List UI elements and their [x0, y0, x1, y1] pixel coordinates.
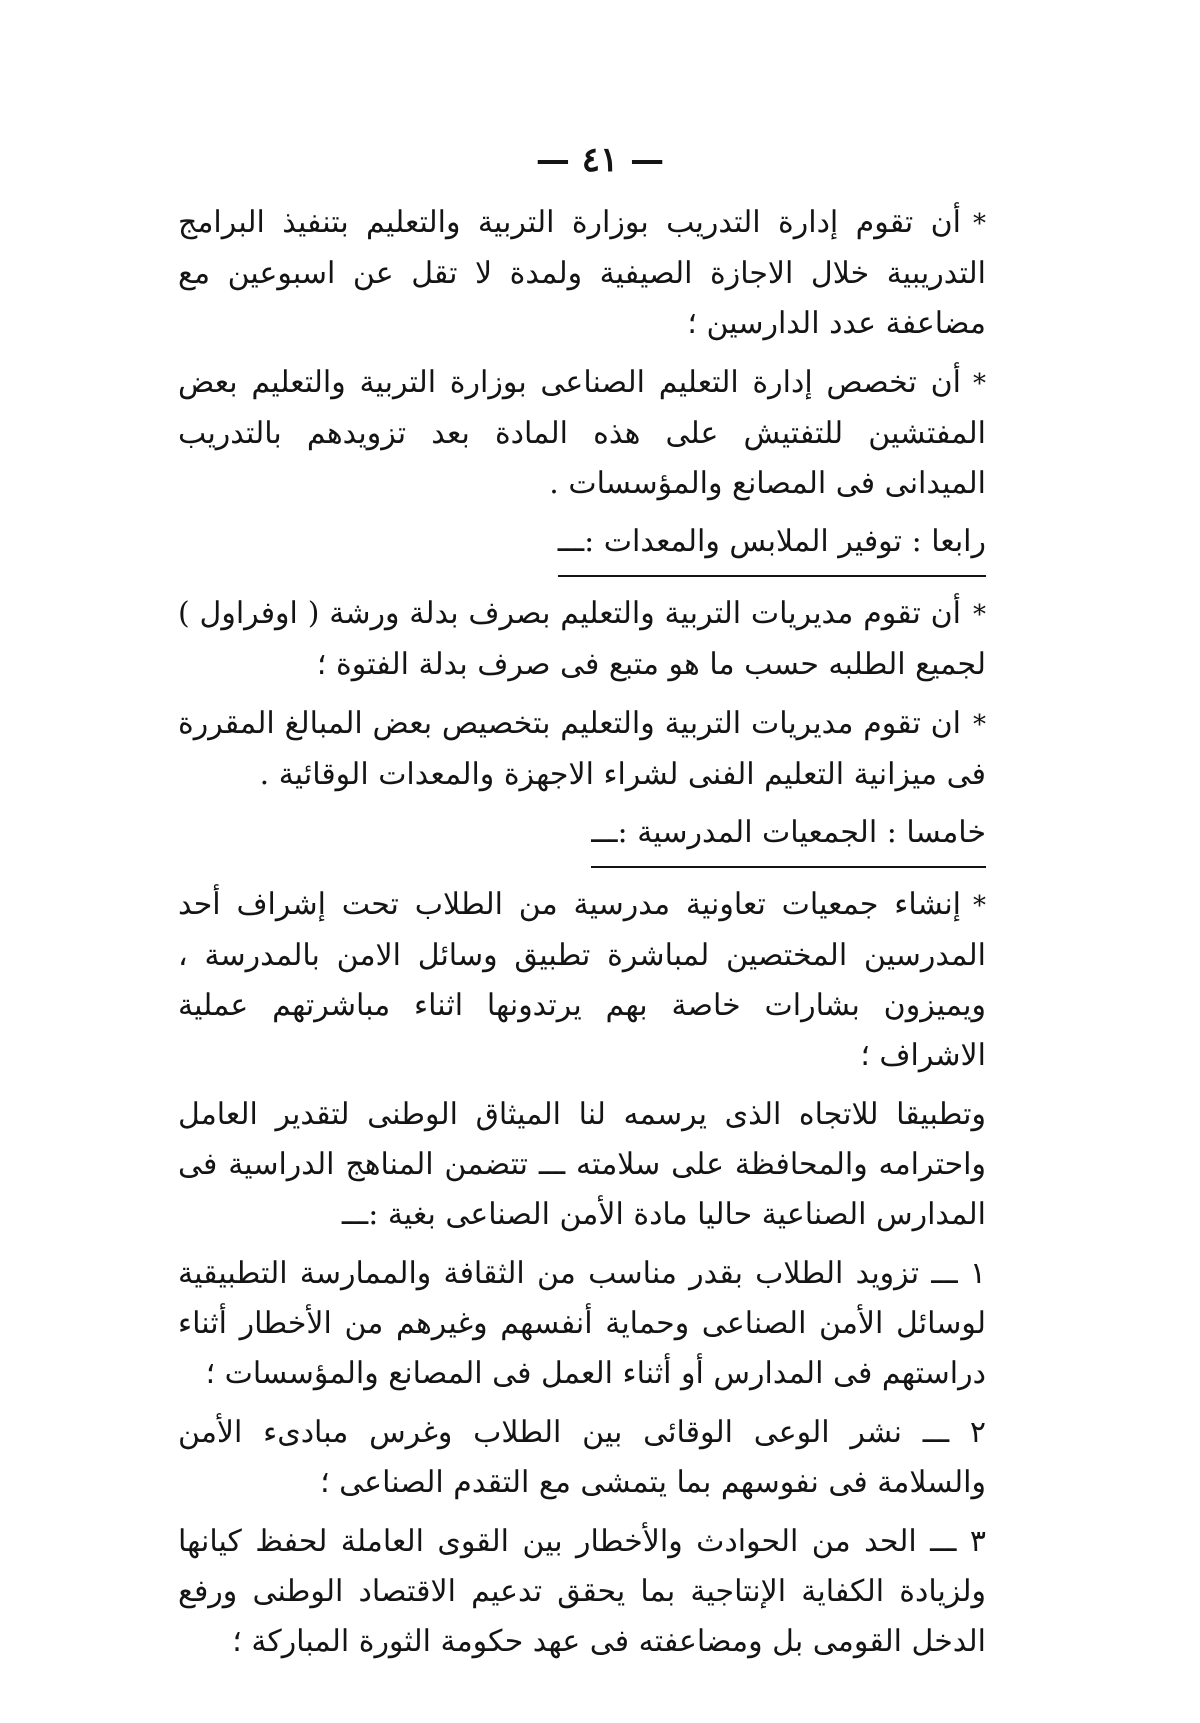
section-heading: رابعا : توفير الملابس والمعدات :ـــ — [558, 517, 986, 577]
paragraph-text: إنشاء جمعيات تعاونية مدرسية من الطلاب تحت إشراف أحد المدرسين المختصين لمباشرة تطبيق وسائل الامن بالمدرسة ، ويميزون بشارات خاصة بهم يرتدونها اثناء مباشرتهم عملية الاشراف ؛ — [178, 887, 986, 1073]
bullet-paragraph — [178, 358, 986, 509]
page-number: — ٤١ — — [535, 140, 665, 180]
bullet-icon: * — [973, 209, 986, 239]
bullet-icon: * — [973, 710, 986, 740]
bullet-paragraph — [178, 198, 986, 349]
numbered-paragraph: ٢ ـــ نشر الوعى الوقائى بين الطلاب وغرس مبادىء الأمن والسلامة فى نفوسهم بما يتمشى مع التقدم الصناعى ؛ — [178, 1415, 986, 1500]
section-heading-wrap — [178, 513, 986, 577]
bullet-paragraph — [178, 699, 986, 800]
body-paragraph: وتطبيقا للاتجاه الذى يرسمه لنا الميثاق الوطنى لتقدير العامل واحترامه والمحافظة على سلامته ـــ تتضمن المناهج الدراسية فى المدارس الصناعية حاليا مادة الأمن الصناعى بغية :ـــ — [178, 1097, 986, 1232]
text-column — [178, 198, 986, 1667]
paragraph-text: أن تقوم مديريات التربية والتعليم بصرف بدلة ورشة ( اوفراول ) لجميع الطلبه حسب ما هو متبع فى صرف بدلة الفتوة ؛ — [178, 596, 986, 682]
bullet-icon: * — [973, 891, 986, 921]
paragraph-text: ان تقوم مديريات التربية والتعليم بتخصيص بعض المبالغ المقررة فى ميزانية التعليم الفنى لشراء الاجهزة والمعدات الوقائية . — [178, 706, 986, 792]
bullet-icon: * — [973, 369, 986, 399]
bullet-icon: * — [973, 600, 986, 630]
section-heading-wrap — [178, 804, 986, 868]
bullet-paragraph — [178, 880, 986, 1081]
numbered-paragraph: ٣ ـــ الحد من الحوادث والأخطار بين القوى العاملة لحفظ كيانها ولزيادة الكفاية الإنتاجية بما يحقق تدعيم الاقتصاد الوطنى ورفع الدخل القومى بل ومضاعفته فى عهد حكومة الثورة المباركة ؛ — [178, 1524, 986, 1659]
section-heading: خامسا : الجمعيات المدرسية :ـــ — [591, 808, 986, 868]
paragraph-text: أن تقوم إدارة التدريب بوزارة التربية والتعليم بتنفيذ البرامج التدريبية خلال الاجازة الصيفية ولمدة لا تقل عن اسبوعين مع مضاعفة عدد الدارسين ؛ — [178, 205, 987, 341]
numbered-paragraph: ١ ـــ تزويد الطلاب بقدر مناسب من الثقافة والممارسة التطبيقية لوسائل الأمن الصناعى وحماية أنفسهم وغيرهم من الأخطار أثناء دراستهم فى المدارس أو أثناء العمل فى المصانع والمؤسسات ؛ — [178, 1256, 986, 1391]
bullet-paragraph — [178, 589, 986, 690]
paragraph-text: أن تخصص إدارة التعليم الصناعى بوزارة التربية والتعليم بعض المفتشين للتفتيش على هذه المادة بعد تزويدهم بالتدريب الميدانى فى المصانع والمؤسسات . — [178, 365, 986, 501]
